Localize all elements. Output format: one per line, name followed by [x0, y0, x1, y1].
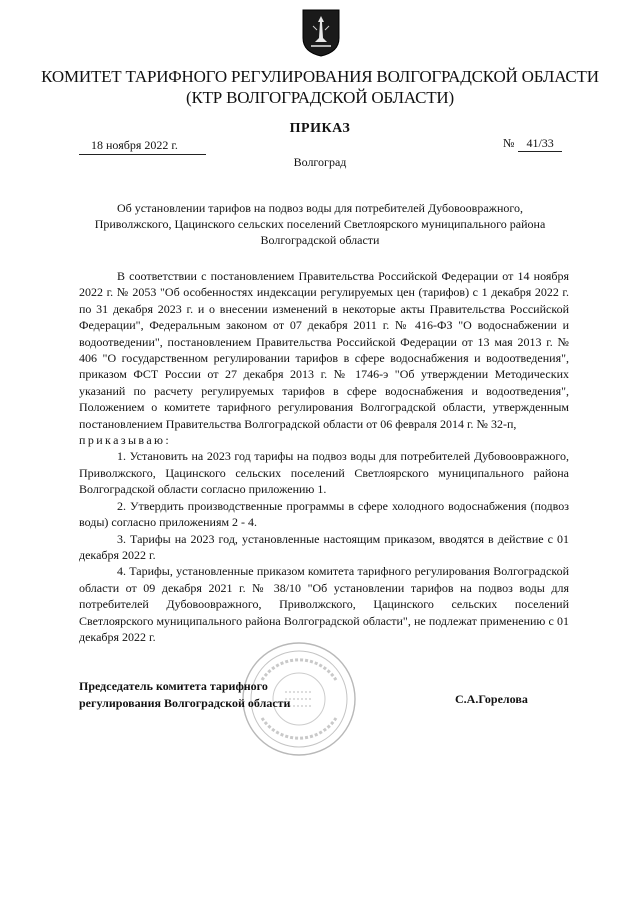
- order-item-2: 2. Утвердить производственные программы в сфере холодного водоснабжения (подвоз воды) согласно приложениям 2 - 4.: [79, 498, 569, 530]
- orders-word: приказываю:: [79, 433, 172, 448]
- preamble-paragraph: В соответствии с постановлением Правительства Российской Федерации от 14 ноября 2022 г. № 2053 "Об особенностях индексации регулируемых цен (тарифов) с 1 декабря 2022 г. по 31 декабря 2023 г. и о внесении изменений в некоторые акты Правительства Российской Федерации", Федеральным законом от 07 декабря 2011 г. № 416-ФЗ "О водоснабжении и водоотведении", постановлением Правительства Российской Федерации от 13 мая 2013 г. № 406 "О государственном регулировании тарифов в сфере водоснабжения и водоотведения", приказом ФСТ России от 27 декабря 2013 г. № 1746-э "Об утверждении Методических указаний по расчету регулируемых тарифов в сфере водоснабжения и водоотведения", Положением о комитете тарифного регулирования Волгоградской области, утвержденным постановлением Правительства Волгоградской области от 06 февраля 2014 г. № 32-п,: [79, 269, 569, 431]
- order-number-value: 41/33: [518, 136, 562, 152]
- organization-name: КОМИТЕТ ТАРИФНОГО РЕГУЛИРОВАНИЯ ВОЛГОГРАДСКОЙ ОБЛАСТИ: [41, 67, 599, 86]
- order-city: Волгоград: [293, 155, 347, 169]
- number-sign: №: [503, 136, 515, 150]
- organization-short-name: (КТР ВОЛГОГРАДСКОЙ ОБЛАСТИ): [186, 88, 454, 107]
- order-item-3: 3. Тарифы на 2023 год, установленные настоящим приказом, вводятся в действие с 01 декабря 2022 г.: [79, 531, 569, 562]
- order-item-4: 4. Тарифы, установленные приказом комитета тарифного регулирования Волгоградской области от 09 декабря 2021 г. № 38/10 "Об установлении тарифов на подвоз воды для потребителей Дубовооврaжного, Приволжского, Цацинского сельских поселений Светлоярского муниципального района Волгоградской области", не подлежат применению с 01 декабря 2022 г.: [79, 564, 569, 644]
- order-date: 18 ноября 2022 г.: [79, 138, 206, 155]
- order-number: [503, 136, 562, 152]
- order-subject: Об установлении тарифов на подвоз воды для потребителей Дубовооврaжного, Приволжского, Цацинского сельских поселений Светлоярского муниципального района Волгоградской области: [94, 201, 546, 247]
- signatory-position: [79, 678, 290, 712]
- signatory-name: С.А.Горелова: [455, 692, 528, 706]
- coat-of-arms-icon: [301, 8, 341, 58]
- signatory-position-line1: Председатель комитета тарифного: [79, 679, 268, 693]
- document-type-heading: ПРИКАЗ: [289, 121, 351, 136]
- signatory-position-line2: регулирования Волгоградской области: [79, 696, 291, 710]
- order-body: [79, 268, 569, 645]
- order-item-1: 1. Установить на 2023 год тарифы на подвоз воды для потребителей Дубовооврaжного, Приволжского, Цацинского сельских поселений Светлоярского муниципального района Волгоградской области согласно приложению 1.: [79, 449, 569, 497]
